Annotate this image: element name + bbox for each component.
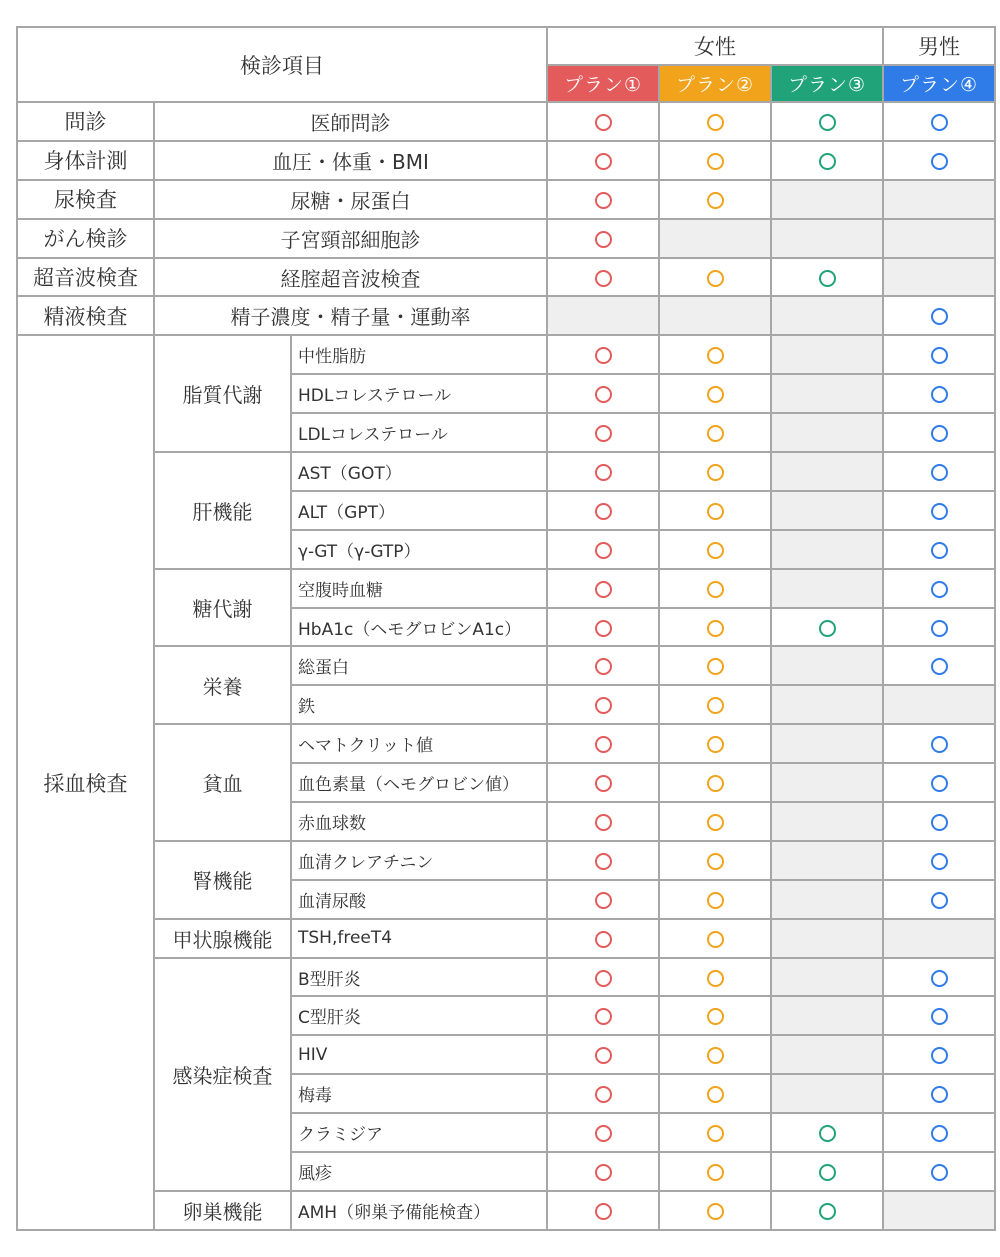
plan-4-unavailable-cell: [883, 258, 995, 297]
plan-2-available-cell: [659, 1113, 771, 1152]
plan-4-available-cell: [883, 646, 995, 685]
plan-1-available-cell: [547, 724, 659, 763]
item-cell: 風疹: [291, 1152, 547, 1191]
circle-mark-icon: [595, 697, 612, 714]
item-cell: 血圧・体重・BMI: [154, 141, 547, 180]
plan-4-available-cell: [883, 724, 995, 763]
plan-3-unavailable-cell: [771, 996, 883, 1035]
table-row: [17, 258, 995, 297]
plan-1-available-cell: [547, 802, 659, 841]
circle-mark-icon: [931, 347, 948, 364]
table-row: [17, 919, 995, 958]
plan-4-available-cell: [883, 296, 995, 335]
plan-1-available-cell: [547, 685, 659, 724]
plan-1-available-cell: [547, 880, 659, 919]
plan-2-available-cell: [659, 958, 771, 997]
item-cell: LDLコレステロール: [291, 413, 547, 452]
item-cell: γ-GT（γ-GTP）: [291, 530, 547, 569]
circle-mark-icon: [595, 270, 612, 287]
plan-2-available-cell: [659, 452, 771, 491]
plan-1-available-cell: [547, 646, 659, 685]
category-cell: 身体計測: [17, 141, 154, 180]
plan-1-unavailable-cell: [547, 296, 659, 335]
group-cell: 感染症検査: [154, 958, 291, 1191]
circle-mark-icon: [595, 425, 612, 442]
plan-1-available-cell: [547, 958, 659, 997]
circle-mark-icon: [931, 892, 948, 909]
table-row: [17, 102, 995, 141]
group-cell: 脂質代謝: [154, 335, 291, 452]
circle-mark-icon: [595, 970, 612, 987]
female-header: 女性: [547, 27, 883, 65]
circle-mark-icon: [931, 1086, 948, 1103]
plan-3-unavailable-cell: [771, 452, 883, 491]
item-cell: ALT（GPT）: [291, 491, 547, 530]
circle-mark-icon: [819, 114, 836, 131]
plan-2-available-cell: [659, 608, 771, 647]
plan-1-available-cell: [547, 569, 659, 608]
circle-mark-icon: [707, 931, 724, 948]
plan-2-available-cell: [659, 102, 771, 141]
plan-2-available-cell: [659, 841, 771, 880]
plan-2-available-cell: [659, 646, 771, 685]
plan-2-available-cell: [659, 335, 771, 374]
plan-3-unavailable-cell: [771, 763, 883, 802]
circle-mark-icon: [707, 1125, 724, 1142]
plan-1-available-cell: [547, 1113, 659, 1152]
plan-3-header: プラン③: [771, 65, 883, 102]
plan-4-available-cell: [883, 608, 995, 647]
circle-mark-icon: [707, 347, 724, 364]
plan-2-available-cell: [659, 1074, 771, 1113]
plan-1-available-cell: [547, 1191, 659, 1230]
item-cell: 血清尿酸: [291, 880, 547, 919]
plan-3-available-cell: [771, 1152, 883, 1191]
plan-1-available-cell: [547, 180, 659, 219]
plan-3-unavailable-cell: [771, 569, 883, 608]
circle-mark-icon: [707, 736, 724, 753]
table-row: [17, 569, 995, 608]
circle-mark-icon: [595, 153, 612, 170]
plan-4-available-cell: [883, 335, 995, 374]
plan-1-available-cell: [547, 996, 659, 1035]
circle-mark-icon: [595, 658, 612, 675]
circle-mark-icon: [707, 1008, 724, 1025]
plan-3-unavailable-cell: [771, 374, 883, 413]
exam-items-header: 検診項目: [17, 27, 547, 102]
circle-mark-icon: [931, 970, 948, 987]
table-row: [17, 646, 995, 685]
plan-2-available-cell: [659, 1191, 771, 1230]
circle-mark-icon: [707, 1086, 724, 1103]
plan-2-available-cell: [659, 724, 771, 763]
plan-2-header: プラン②: [659, 65, 771, 102]
plan-1-available-cell: [547, 102, 659, 141]
circle-mark-icon: [931, 542, 948, 559]
plan-4-available-cell: [883, 802, 995, 841]
circle-mark-icon: [595, 1203, 612, 1220]
circle-mark-icon: [931, 503, 948, 520]
plan-3-available-cell: [771, 258, 883, 297]
circle-mark-icon: [707, 853, 724, 870]
circle-mark-icon: [595, 892, 612, 909]
circle-mark-icon: [819, 620, 836, 637]
circle-mark-icon: [595, 1164, 612, 1181]
circle-mark-icon: [707, 542, 724, 559]
item-cell: 精子濃度・精子量・運動率: [154, 296, 547, 335]
plan-4-available-cell: [883, 530, 995, 569]
plan-2-available-cell: [659, 685, 771, 724]
plan-3-available-cell: [771, 141, 883, 180]
plan-3-available-cell: [771, 1191, 883, 1230]
item-cell: 総蛋白: [291, 646, 547, 685]
plan-2-available-cell: [659, 258, 771, 297]
plan-3-unavailable-cell: [771, 841, 883, 880]
plan-3-available-cell: [771, 608, 883, 647]
item-cell: C型肝炎: [291, 996, 547, 1035]
plan-1-available-cell: [547, 1152, 659, 1191]
category-cell: がん検診: [17, 219, 154, 258]
circle-mark-icon: [595, 814, 612, 831]
plan-3-unavailable-cell: [771, 219, 883, 258]
item-cell: 赤血球数: [291, 802, 547, 841]
circle-mark-icon: [707, 192, 724, 209]
plan-4-unavailable-cell: [883, 180, 995, 219]
group-cell: 糖代謝: [154, 569, 291, 647]
plan-2-unavailable-cell: [659, 296, 771, 335]
circle-mark-icon: [707, 658, 724, 675]
circle-mark-icon: [595, 464, 612, 481]
plan-3-unavailable-cell: [771, 802, 883, 841]
circle-mark-icon: [819, 1203, 836, 1220]
plan-4-unavailable-cell: [883, 919, 995, 958]
exam-plan-table: [16, 26, 996, 1231]
plan-2-available-cell: [659, 180, 771, 219]
circle-mark-icon: [707, 1164, 724, 1181]
item-cell: 中性脂肪: [291, 335, 547, 374]
plan-2-available-cell: [659, 919, 771, 958]
circle-mark-icon: [595, 620, 612, 637]
plan-3-unavailable-cell: [771, 724, 883, 763]
plan-1-available-cell: [547, 374, 659, 413]
circle-mark-icon: [931, 853, 948, 870]
circle-mark-icon: [595, 503, 612, 520]
plan-4-available-cell: [883, 491, 995, 530]
plan-4-available-cell: [883, 452, 995, 491]
circle-mark-icon: [819, 1164, 836, 1181]
circle-mark-icon: [707, 114, 724, 131]
circle-mark-icon: [707, 386, 724, 403]
plan-4-available-cell: [883, 996, 995, 1035]
table-row: [17, 180, 995, 219]
category-cell: 尿検査: [17, 180, 154, 219]
circle-mark-icon: [931, 775, 948, 792]
group-cell: 栄養: [154, 646, 291, 724]
plan-4-unavailable-cell: [883, 1191, 995, 1230]
table-row: [17, 335, 995, 374]
circle-mark-icon: [931, 581, 948, 598]
plan-4-available-cell: [883, 1035, 995, 1074]
circle-mark-icon: [707, 775, 724, 792]
plan-3-unavailable-cell: [771, 180, 883, 219]
plan-4-available-cell: [883, 569, 995, 608]
circle-mark-icon: [707, 697, 724, 714]
item-cell: ヘマトクリット値: [291, 724, 547, 763]
plan-2-available-cell: [659, 763, 771, 802]
plan-1-available-cell: [547, 258, 659, 297]
item-cell: HbA1c（ヘモグロビンA1c）: [291, 608, 547, 647]
item-cell: HIV: [291, 1035, 547, 1074]
plan-4-available-cell: [883, 841, 995, 880]
table-row: [17, 1191, 995, 1230]
circle-mark-icon: [931, 425, 948, 442]
circle-mark-icon: [931, 1047, 948, 1064]
circle-mark-icon: [931, 814, 948, 831]
item-cell: 血清クレアチニン: [291, 841, 547, 880]
circle-mark-icon: [707, 1047, 724, 1064]
table-row: [17, 219, 995, 258]
plan-1-available-cell: [547, 763, 659, 802]
table-row: [17, 452, 995, 491]
plan-3-unavailable-cell: [771, 1035, 883, 1074]
plan-4-available-cell: [883, 102, 995, 141]
plan-3-unavailable-cell: [771, 919, 883, 958]
group-cell: 卵巣機能: [154, 1191, 291, 1230]
circle-mark-icon: [931, 308, 948, 325]
plan-1-available-cell: [547, 335, 659, 374]
plan-4-unavailable-cell: [883, 685, 995, 724]
plan-4-available-cell: [883, 374, 995, 413]
male-header: 男性: [883, 27, 995, 65]
circle-mark-icon: [931, 1125, 948, 1142]
item-cell: 尿糖・尿蛋白: [154, 180, 547, 219]
plan-1-available-cell: [547, 530, 659, 569]
plan-2-available-cell: [659, 491, 771, 530]
plan-1-available-cell: [547, 841, 659, 880]
circle-mark-icon: [595, 114, 612, 131]
circle-mark-icon: [707, 581, 724, 598]
plan-2-available-cell: [659, 802, 771, 841]
circle-mark-icon: [595, 1047, 612, 1064]
table-row: [17, 841, 995, 880]
item-cell: HDLコレステロール: [291, 374, 547, 413]
circle-mark-icon: [595, 231, 612, 248]
circle-mark-icon: [931, 114, 948, 131]
plan-4-available-cell: [883, 1074, 995, 1113]
circle-mark-icon: [595, 1008, 612, 1025]
item-cell: TSH,freeT4: [291, 919, 547, 958]
circle-mark-icon: [707, 270, 724, 287]
plan-3-unavailable-cell: [771, 880, 883, 919]
plan-3-unavailable-cell: [771, 296, 883, 335]
plan-1-available-cell: [547, 219, 659, 258]
plan-2-available-cell: [659, 530, 771, 569]
circle-mark-icon: [819, 153, 836, 170]
item-cell: 医師問診: [154, 102, 547, 141]
plan-4-unavailable-cell: [883, 219, 995, 258]
plan-3-unavailable-cell: [771, 958, 883, 997]
circle-mark-icon: [595, 1125, 612, 1142]
category-cell: 採血検査: [17, 335, 154, 1229]
item-cell: 鉄: [291, 685, 547, 724]
plan-2-available-cell: [659, 1035, 771, 1074]
plan-2-available-cell: [659, 141, 771, 180]
circle-mark-icon: [707, 620, 724, 637]
circle-mark-icon: [595, 386, 612, 403]
table-row: [17, 958, 995, 997]
group-cell: 肝機能: [154, 452, 291, 569]
circle-mark-icon: [931, 153, 948, 170]
circle-mark-icon: [707, 503, 724, 520]
plan-2-available-cell: [659, 569, 771, 608]
circle-mark-icon: [931, 464, 948, 481]
circle-mark-icon: [707, 892, 724, 909]
item-cell: 経腟超音波検査: [154, 258, 547, 297]
item-cell: 空腹時血糖: [291, 569, 547, 608]
plan-3-unavailable-cell: [771, 491, 883, 530]
table-row: [17, 296, 995, 335]
circle-mark-icon: [595, 542, 612, 559]
plan-1-available-cell: [547, 413, 659, 452]
plan-4-available-cell: [883, 1152, 995, 1191]
circle-mark-icon: [931, 658, 948, 675]
plan-4-available-cell: [883, 141, 995, 180]
item-cell: B型肝炎: [291, 958, 547, 997]
circle-mark-icon: [931, 620, 948, 637]
circle-mark-icon: [707, 153, 724, 170]
circle-mark-icon: [931, 1164, 948, 1181]
circle-mark-icon: [931, 736, 948, 753]
table-row: [17, 724, 995, 763]
category-cell: 超音波検査: [17, 258, 154, 297]
plan-1-available-cell: [547, 141, 659, 180]
plan-4-available-cell: [883, 958, 995, 997]
plan-2-unavailable-cell: [659, 219, 771, 258]
circle-mark-icon: [819, 270, 836, 287]
circle-mark-icon: [707, 970, 724, 987]
circle-mark-icon: [707, 464, 724, 481]
plan-4-available-cell: [883, 413, 995, 452]
item-cell: AST（GOT）: [291, 452, 547, 491]
circle-mark-icon: [707, 425, 724, 442]
plan-3-unavailable-cell: [771, 530, 883, 569]
plan-2-available-cell: [659, 413, 771, 452]
plan-2-available-cell: [659, 1152, 771, 1191]
plan-3-unavailable-cell: [771, 646, 883, 685]
plan-1-available-cell: [547, 608, 659, 647]
group-cell: 甲状腺機能: [154, 919, 291, 958]
plan-3-unavailable-cell: [771, 1074, 883, 1113]
plan-3-available-cell: [771, 102, 883, 141]
plan-4-available-cell: [883, 763, 995, 802]
group-cell: 貧血: [154, 724, 291, 841]
plan-2-available-cell: [659, 374, 771, 413]
circle-mark-icon: [595, 736, 612, 753]
plan-1-available-cell: [547, 452, 659, 491]
circle-mark-icon: [931, 386, 948, 403]
circle-mark-icon: [595, 347, 612, 364]
circle-mark-icon: [595, 931, 612, 948]
table-row: [17, 141, 995, 180]
plan-3-unavailable-cell: [771, 413, 883, 452]
category-cell: 問診: [17, 102, 154, 141]
circle-mark-icon: [819, 1125, 836, 1142]
circle-mark-icon: [595, 775, 612, 792]
item-cell: AMH（卵巣予備能検査）: [291, 1191, 547, 1230]
plan-4-header: プラン④: [883, 65, 995, 102]
circle-mark-icon: [595, 1086, 612, 1103]
plan-4-available-cell: [883, 1113, 995, 1152]
circle-mark-icon: [707, 1203, 724, 1220]
plan-3-available-cell: [771, 1113, 883, 1152]
item-cell: 血色素量（ヘモグロビン値）: [291, 763, 547, 802]
item-cell: クラミジア: [291, 1113, 547, 1152]
plan-1-available-cell: [547, 491, 659, 530]
plan-1-header: プラン①: [547, 65, 659, 102]
plan-1-available-cell: [547, 1035, 659, 1074]
plan-3-unavailable-cell: [771, 335, 883, 374]
plan-4-available-cell: [883, 880, 995, 919]
circle-mark-icon: [595, 581, 612, 598]
circle-mark-icon: [931, 1008, 948, 1025]
plan-1-available-cell: [547, 1074, 659, 1113]
plan-2-available-cell: [659, 880, 771, 919]
plan-1-available-cell: [547, 919, 659, 958]
plan-3-unavailable-cell: [771, 685, 883, 724]
item-cell: 梅毒: [291, 1074, 547, 1113]
circle-mark-icon: [595, 192, 612, 209]
group-cell: 腎機能: [154, 841, 291, 919]
plan-2-available-cell: [659, 996, 771, 1035]
circle-mark-icon: [595, 853, 612, 870]
category-cell: 精液検査: [17, 296, 154, 335]
item-cell: 子宮頸部細胞診: [154, 219, 547, 258]
circle-mark-icon: [707, 814, 724, 831]
